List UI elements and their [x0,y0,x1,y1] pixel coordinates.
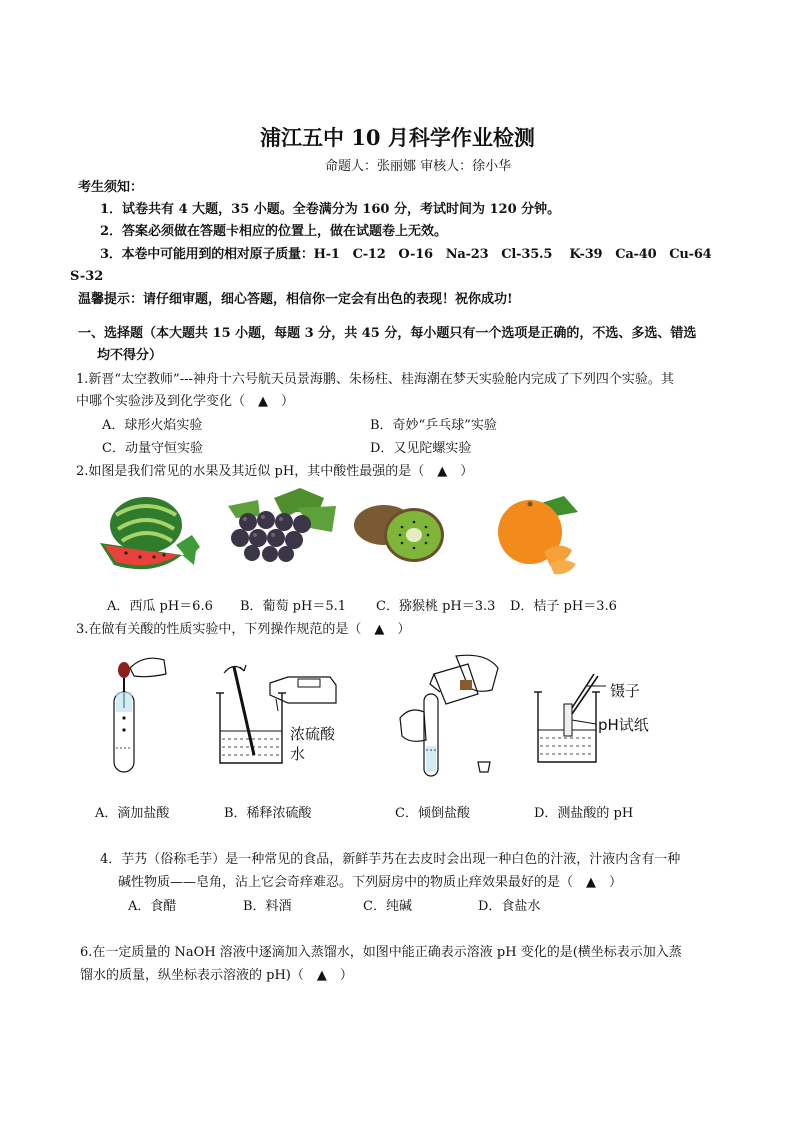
q6-stem-wrap: 馏水的质量，纵坐标表示溶液的 pH)（ ▲ ） [80,968,353,983]
pouring-acid-diagram [396,650,506,780]
q2-option-b: B．葡萄 pH＝5.1 [240,599,347,614]
notice-item-3: 3．本卷中可能用到的相对原子质量：H-1 C-12 O-16 Na-23 Cl-35.5 K-39 Ca-40 Cu-64 [100,247,712,262]
label-concentrated-sulfuric-acid: 浓硫酸 [290,725,336,743]
q3-option-d: D．测盐酸的 pH [534,806,634,821]
q4-option-c: C．纯碱 [363,899,412,914]
q1-option-d: D．又见陀螺实验 [370,441,472,456]
notice-item-1: 1．试卷共有 4 大题，35 小题。全卷满分为 160 分，考试时间为 120 分钟。 [100,202,561,217]
section-1-heading-wrap: 均不得分） [97,348,163,363]
kiwi-image [350,495,450,570]
q1-stem-wrap: 中哪个实验涉及到化学变化（ ▲ ） [76,394,294,409]
q2-option-c: C．猕猴桃 pH＝3.3 [376,599,496,614]
q2-stem: 2.如图是我们常见的水果及其近似 pH，其中酸性最强的是（ ▲ ） [76,464,474,479]
q4-stem-wrap: 碱性物质——皂角，沾上它会奇痒难忍。下列厨房中的物质止痒效果最好的是（ ▲ ） [118,875,622,890]
q4-option-b: B．料酒 [243,899,292,914]
q3-option-a: A．滴加盐酸 [95,806,170,821]
q1-option-a: A．球形火焰实验 [102,418,203,433]
q4-option-d: D．食盐水 [478,899,541,914]
q1-option-b: B．奇妙“乒乓球”实验 [370,418,497,433]
page-title: 浦江五中 10 月科学作业检测 [260,125,535,150]
q2-option-a: A．西瓜 pH＝6.6 [107,599,213,614]
warm-tip: 温馨提示：请仔细审题，细心答题，相信你一定会有出色的表现！祝你成功! [78,292,513,307]
dropping-acid-diagram [100,652,170,782]
q1-stem: 1.新晋“太空教师”---神舟十六号航天员景海鹏、朱杨柱、桂海潮在梦天实验舱内完成了下列四个实验。其 [76,372,674,387]
watermelon-image [96,495,206,575]
orange-image [488,492,588,577]
q3-stem: 3.在做有关酸的性质实验中，下列操作规范的是（ ▲ ） [76,622,411,637]
notice-heading: 考生须知： [78,180,144,195]
authors-line: 命题人：张丽娜 审核人：徐小华 [325,159,512,174]
notice-item-2: 2．答案必须做在答题卡相应的位置上，做在试题卷上无效。 [100,224,448,239]
diluting-sulfuric-acid-diagram [212,655,362,770]
q2-option-d: D．桔子 pH＝3.6 [510,599,617,614]
label-water: 水 [290,745,306,763]
q3-option-b: B．稀释浓硫酸 [224,806,312,821]
section-1-heading: 一、选择题（本大题共 15 小题，每题 3 分，共 45 分，每小题只有一个选项是正确的，不选、多选、错选 [78,326,697,341]
q6-stem: 6.在一定质量的 NaOH 溶液中逐滴加入蒸馏水，如图中能正确表示溶液 pH 变化的是(横坐标表示加入蒸 [80,945,682,960]
q4-stem: 4．芋艿（俗称毛芋）是一种常见的食品，新鲜芋艿在去皮时会出现一种白色的汁液，汁液内含有一种 [100,852,681,867]
label-tweezers: 镊子 [610,682,641,700]
q3-option-c: C．倾倒盐酸 [395,806,470,821]
q4-option-a: A．食醋 [128,899,177,914]
grape-image [214,488,344,568]
q1-option-c: C．动量守恒实验 [102,441,203,456]
notice-item-3-wrap: S-32 [70,269,104,284]
label-ph-paper: pH试纸 [598,716,649,734]
